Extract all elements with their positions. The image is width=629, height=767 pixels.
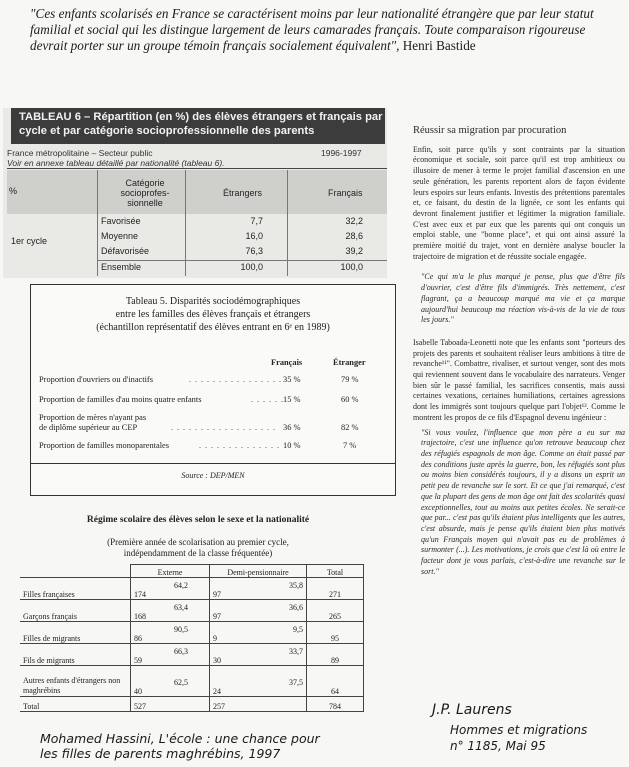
cycle-label: 1er cycle xyxy=(11,236,48,246)
row-label: Ensemble xyxy=(101,262,142,272)
quote-author: Henri Bastide xyxy=(402,38,476,53)
row-label-cont: de diplôme supérieur au CEP xyxy=(39,423,138,432)
row-value-et: 7 % xyxy=(343,441,357,450)
row-label: Fils de migrants xyxy=(20,644,131,666)
row-value: 28,6 xyxy=(345,231,363,241)
count: 97 xyxy=(213,612,221,621)
col-etrangers: Étrangers xyxy=(223,188,263,198)
row-label: Favorisée xyxy=(101,216,141,226)
article-paragraph: Enfin, soit parce qu'ils y sont contraints par la situation économique et sociale, soit parce qu'il est trop ambitieux ou illusoire de mener à terme le projet familial d'ascension en une seule génération, les parents reportent alors de façon évidente leurs espoirs sur leurs enfants. Investis des prétentions parentales et, ce faisant, du destin de la lignée, ce sont les enfants qui devront finalement justifier et légitimer la migration familiale. C'est avec eux et par eux que les parents qui ont conquis un emploi stable, une "bonne place", et qui ont ainsi assuré la première moitié du trajet, vont en dernière analyse boucler la trajectoire de migration et de réussite sociale engagée. xyxy=(413,144,625,261)
regime-subtitle: (Première année de scolarisation au premier cycle, xyxy=(107,537,289,547)
count: 174 xyxy=(134,590,146,599)
handwritten-line: les filles de parents maghrébins, 1997 xyxy=(40,746,281,761)
row-value: 39,2 xyxy=(345,246,363,256)
row-value-et: 79 % xyxy=(341,375,359,384)
count: 168 xyxy=(134,612,146,621)
pct: 90,5 xyxy=(174,625,188,634)
article-heading: Réussir sa migration par procuration xyxy=(413,125,567,136)
intro-quote xyxy=(30,6,620,54)
count: 24 xyxy=(213,687,221,696)
table-row xyxy=(20,600,364,622)
row-label: Filles de migrants xyxy=(20,622,131,644)
col-externe: Externe xyxy=(131,565,210,578)
article-quote: "Ce qui m'a le plus marqué je pense, plus que d'être fils d'ouvrier, c'est d'être fils d'immigrés. Très nettement, c'est flagrant, ça a beaucoup marqué ma vie et ça marque aujourd'hui beaucoup ma réaction vis-à-vis de la vie de tous les jours." xyxy=(421,272,625,325)
row-value: 7,7 xyxy=(250,216,263,226)
row-value: 100,0 xyxy=(240,262,263,272)
count: 59 xyxy=(134,656,142,665)
row-value-et: 82 % xyxy=(341,423,359,432)
row-value: 16,0 xyxy=(245,231,263,241)
regime-subtitle-2: indépendamment de la classe fréquentée) xyxy=(123,548,273,558)
pct: 37,5 xyxy=(289,678,303,687)
count: 86 xyxy=(134,634,142,643)
pct: 66,3 xyxy=(174,647,188,656)
handwritten-signature: J.P. Laurens xyxy=(432,702,512,718)
tableau-5: Tableau 5. Disparités sociodémographiques entre les familles des élèves français et étrangers (échantillon représentatif des élèves entrant en 6ᵉ en 1989) Français Étranger Proportion d'ouvriers ou d'inactifs . . . . . . . . . . . . . . . . 35 % 79 % Proportion de familles d'au moins quatre enfants . . . . . . 15 % 60 % Proportion de mères n'ayant pas de diplôme supérieur au CEP . . . . . . . . . . . . . . . . . . 36 % 82 % Proportion de familles monoparentales . . . . . . . . . . . . . . 10 % 7 % Source : DEP/MEN xyxy=(30,284,396,496)
total-row xyxy=(20,697,364,712)
right-column-article xyxy=(413,126,625,581)
pct: 36,6 xyxy=(289,603,303,612)
pct: 35,8 xyxy=(289,581,303,590)
regime-title: Régime scolaire des élèves selon le sexe et la nationalité xyxy=(86,515,310,525)
total-label: Total xyxy=(20,697,131,712)
regime-table xyxy=(20,564,364,712)
row-label: Garçons français xyxy=(20,600,131,622)
table-row xyxy=(20,644,364,666)
col-francais: Français xyxy=(271,358,303,367)
row-value-fr: 10 % xyxy=(283,441,301,450)
col-etranger: Étranger xyxy=(333,358,366,367)
total: 89 xyxy=(307,644,364,666)
row-label: Filles françaises xyxy=(20,578,131,600)
article-quote: "Si vous voulez, l'influence que mon père a eu sur ma trajectoire, c'est une influence qu'on retrouve beaucoup chez des réfugiés espagnols de mon âge. Comme on était passé par des conditions juste après la guerre, bon, les réfugiés sont plus ou moins bien considérés toujours, il y a disons un esprit un petit peu de revanche sur le sort. Et ce que j'ai remarqué, c'est que la plupart des gens de mon âge ont fait des scolarités quasi exceptionnelles, tout au moins aux petites écoles. Ne serait-ce que par... c'est pas qu'ils étaient plus intelligents que les autres, c'est absurde, mais je pense qu'ils étaient bien plus motivés qu'un Français moyen qui n'avait pas eu de problèmes à surmonter (...). Les motivations, je crois que c'est là où entre le facteur dont je vous parlais, c'est-à-dire une revanche sur le sort." xyxy=(421,427,625,576)
pct: 33,7 xyxy=(289,647,303,656)
table-row xyxy=(20,622,364,644)
handwritten-line: Hommes et migrations xyxy=(450,723,588,737)
count: 40 xyxy=(134,687,142,696)
pct: 64,2 xyxy=(174,581,188,590)
tableau-6-years: 1996-1997 xyxy=(321,148,362,158)
row-label: Autres enfants d'étrangers non maghrébins xyxy=(20,666,131,697)
count: 30 xyxy=(213,656,221,665)
row-value-fr: 36 % xyxy=(283,423,301,432)
tableau-5-title-line3: (échantillon représentatif des élèves entrant en 6ᵉ en 1989) xyxy=(96,322,330,333)
pct: 9,5 xyxy=(293,625,303,634)
row-label: Moyenne xyxy=(101,231,139,241)
handwritten-source-right xyxy=(450,722,587,754)
count: 97 xyxy=(213,590,221,599)
quote-text: "Ces enfants scolarisés en France se caractérisent moins par leur nationalité étrangère que par leur statut familial et social qui les distingue largement de leurs camarades français. Toute comparaison rigoureuse devrait porter sur un groupe témoin français socialement équivalent", xyxy=(30,6,594,53)
row-label: Proportion d'ouvriers ou d'inactifs xyxy=(39,375,153,384)
row-label: Proportion de familles monoparentales xyxy=(39,441,170,450)
tableau-6-scope: France métropolitaine – Secteur public xyxy=(7,148,153,158)
table-row xyxy=(20,578,364,600)
tableau-5-title: Tableau 5. Disparités sociodémographiques xyxy=(125,296,301,307)
row-value: 32,2 xyxy=(345,216,363,226)
pct: 62,5 xyxy=(174,678,188,687)
row-value: 76,3 xyxy=(245,246,263,256)
handwritten-line: Mohamed Hassini, L'école : une chance pour xyxy=(40,731,320,746)
row-value-fr: 15 % xyxy=(283,395,301,404)
row-value: 100,0 xyxy=(340,262,363,272)
col-francais: Français xyxy=(328,188,363,198)
table-row xyxy=(20,666,364,697)
total: 271 xyxy=(307,578,364,600)
tableau-5-source: Source : DEP/MEN xyxy=(181,471,245,480)
count: 9 xyxy=(213,634,217,643)
row-label: Défavorisée xyxy=(101,246,150,256)
col-total: Total xyxy=(307,565,364,578)
tableau-6 xyxy=(3,108,387,278)
total: 95 xyxy=(307,622,364,644)
row-label: Proportion de familles d'au moins quatre enfants xyxy=(39,395,202,404)
row-label: Proportion de mères n'ayant pas xyxy=(39,413,147,422)
total: 265 xyxy=(307,600,364,622)
total-count: 257 xyxy=(210,697,307,712)
row-value-fr: 35 % xyxy=(283,375,301,384)
tableau-5-title-line2: entre les familles des élèves français et étrangers xyxy=(115,309,311,320)
row-value-et: 60 % xyxy=(341,395,359,404)
pct: 63,4 xyxy=(174,603,188,612)
handwritten-line: n° 1185, Mai 95 xyxy=(450,739,546,753)
col-pct: % xyxy=(9,186,18,196)
article-paragraph: Isabelle Taboada-Leonetti note que les enfants sont "porteurs des projets des parents et souhaitent réaliser leurs ambitions à titre de revanche¹¹". Combattre, rivaliser, et surtout venger, sont des mots qui reviennent souvent dans le vocabulaire des narrateurs. Venger bien sûr le passé familial, les sacrifices consentis, mais aussi certaines vexations, certaines humiliations, certaines agressions dont les immigrés sont toujours quelque part l'objet¹². Comme le montrent les propos de ce fils d'Espagnol devenu ingénieur : xyxy=(413,337,625,422)
handwritten-source-left xyxy=(40,731,320,761)
total: 64 xyxy=(307,666,364,697)
col-demi: Demi-pensionnaire xyxy=(210,565,307,578)
col-category: Catégorie socioprofes-sionnelle xyxy=(120,178,170,208)
total-count: 527 xyxy=(131,697,210,712)
tableau-6-note: Voir en annexe tableau détaillé par nationalité (tableau 6). xyxy=(7,158,225,168)
tableau-6-title: TABLEAU 6 – Répartition (en %) des élèves étrangers et français par cycle et par catégorie socioprofessionnelle des parents xyxy=(11,108,385,144)
total-all: 784 xyxy=(307,697,364,712)
